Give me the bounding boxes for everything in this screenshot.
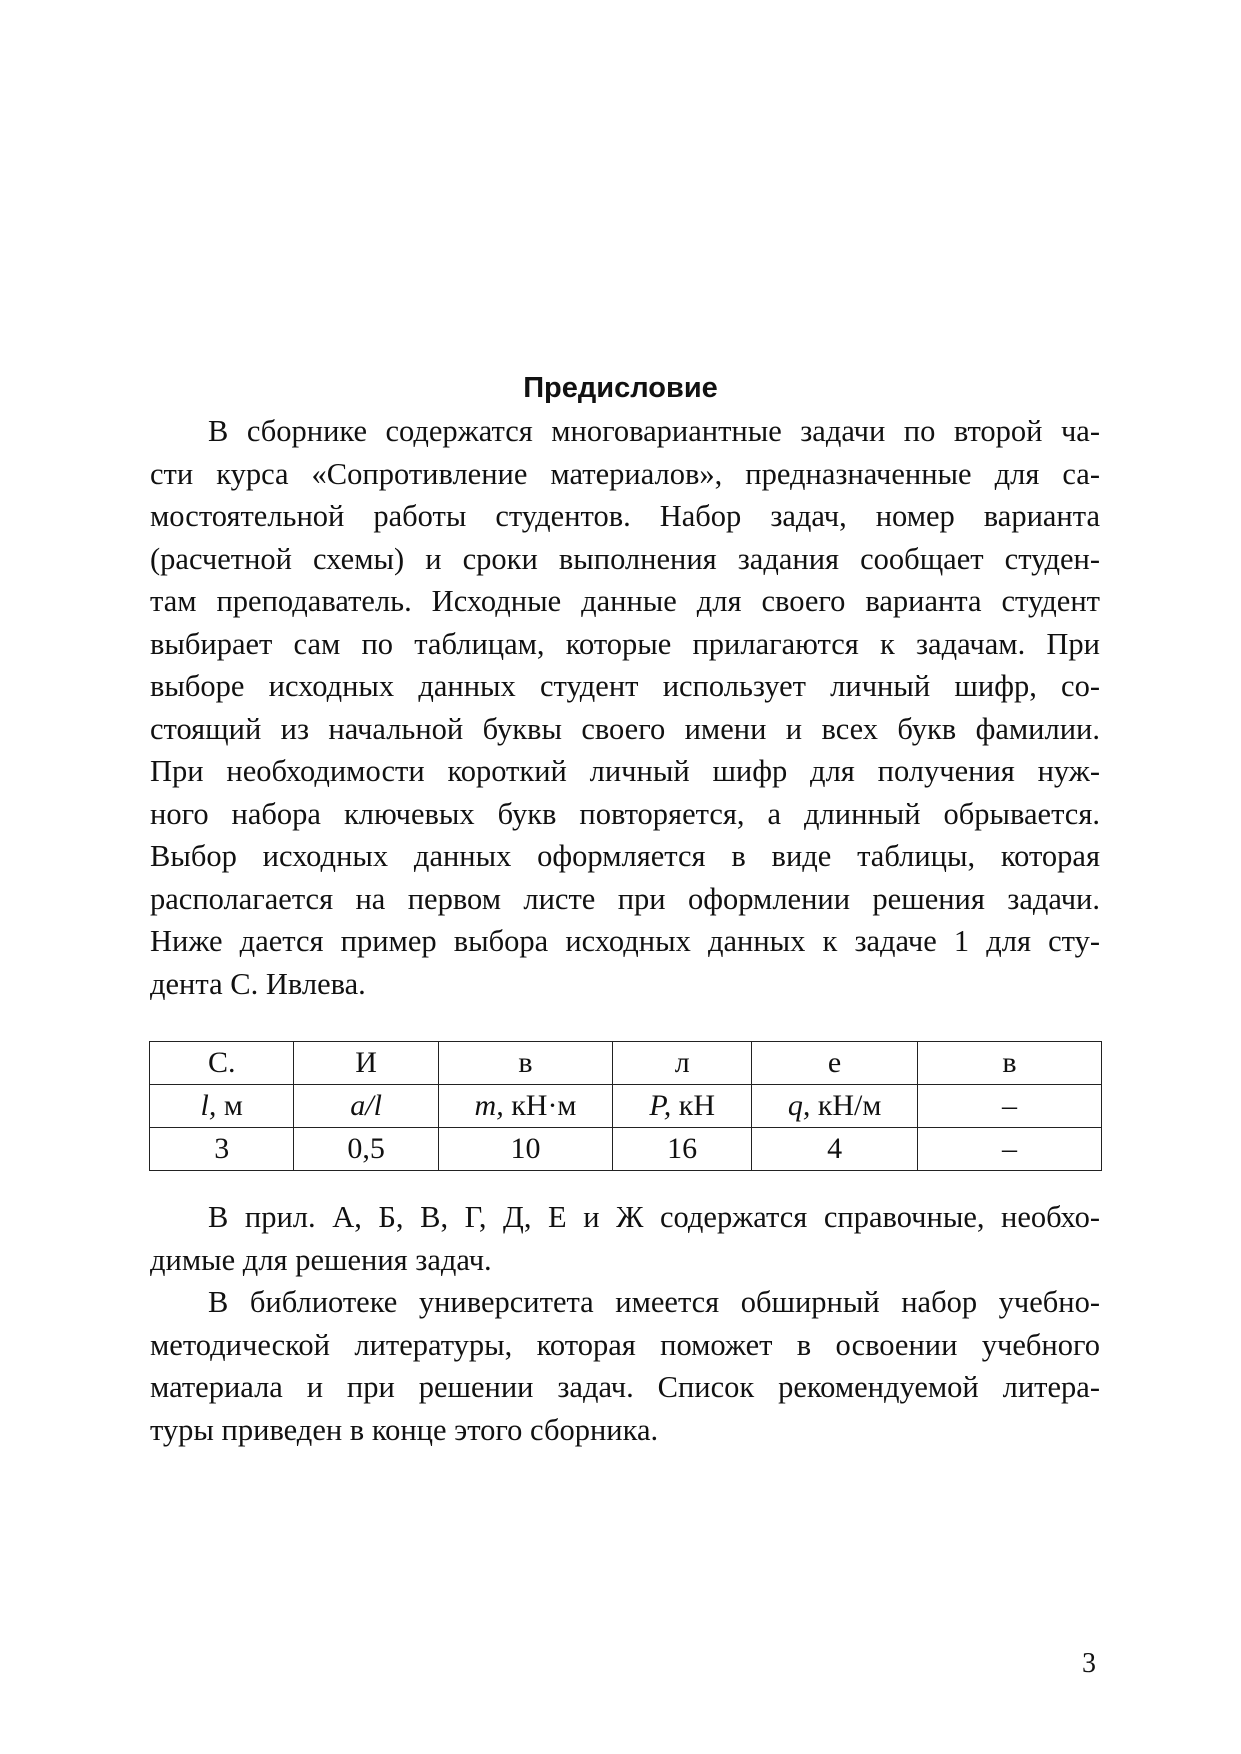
table-row: [150, 1042, 1102, 1085]
table-cell: С.: [150, 1042, 294, 1085]
text-line: там преподаватель. Исходные данные для своего варианта студент: [150, 584, 1100, 618]
text-line: В прил. А, Б, В, Г, Д, Е и Ж содержатся справочные, необхо-: [208, 1200, 1100, 1234]
table-cell: 4: [752, 1128, 918, 1171]
table-cell: 16: [613, 1128, 752, 1171]
text-line: (расчетной схемы) и сроки выполнения задания сообщает студен-: [150, 541, 1100, 576]
text-line: дента С. Ивлева.: [150, 966, 366, 1001]
page-title: Предисловие: [523, 372, 718, 404]
text-line: располагается на первом листе при оформлении решения задачи.: [150, 881, 1100, 916]
text-line: ного набора ключевых букв повторяется, а длинный обрывается.: [150, 796, 1100, 831]
text-line: туры приведен в конце этого сборника.: [150, 1412, 659, 1447]
table-cell: a/l: [294, 1085, 438, 1128]
data-selection-table: [149, 1041, 1102, 1171]
paragraph-library: [150, 1281, 1100, 1451]
page-number: 3: [1082, 1648, 1096, 1679]
table-cell: l, м: [150, 1085, 294, 1128]
text-line: В сборнике содержатся многовариантные задачи по второй ча-: [208, 414, 1100, 448]
text-line: мостоятельной работы студентов. Набор задач, номер варианта: [150, 499, 1100, 533]
text-line: выбирает сам по таблицам, которые прилагаются к задачам. При: [150, 626, 1100, 661]
text-line: При необходимости короткий личный шифр для получения нуж-: [150, 754, 1100, 788]
paragraph-preface: [150, 410, 1100, 1005]
table-cell: 3: [150, 1128, 294, 1171]
table-cell: И: [294, 1042, 438, 1085]
text-line: Выбор исходных данных оформляется в виде таблицы, которая: [150, 839, 1100, 873]
text-line: димые для решения задач.: [150, 1242, 492, 1277]
text-line: методической литературы, которая поможет в освоении учебного: [150, 1327, 1100, 1362]
table-cell: 10: [438, 1128, 612, 1171]
text-line: стоящий из начальной буквы своего имени и всех букв фамилии.: [150, 711, 1100, 746]
table-cell: q, кН/м: [752, 1085, 918, 1128]
table-row: [150, 1128, 1102, 1171]
table-cell: m, кН·м: [438, 1085, 612, 1128]
table-cell: е: [752, 1042, 918, 1085]
text-line: выборе исходных данных студент использует личный шифр, со-: [150, 669, 1100, 703]
text-line: Ниже дается пример выбора исходных данных к задаче 1 для сту-: [150, 924, 1100, 958]
table-cell: 0,5: [294, 1128, 438, 1171]
text-line: материала и при решении задач. Список рекомендуемой литера-: [150, 1370, 1100, 1404]
text-line: сти курса «Сопротивление материалов», предназначенные для са-: [150, 456, 1100, 491]
table-cell: –: [917, 1085, 1101, 1128]
table-cell: в: [438, 1042, 612, 1085]
table-cell: P, кН: [613, 1085, 752, 1128]
paragraph-appendices: [150, 1196, 1100, 1281]
table-cell: –: [917, 1128, 1101, 1171]
table-cell: л: [613, 1042, 752, 1085]
table-row: [150, 1085, 1102, 1128]
table-cell: в: [917, 1042, 1101, 1085]
text-line: В библиотеке университета имеется обширный набор учебно-: [208, 1285, 1100, 1319]
